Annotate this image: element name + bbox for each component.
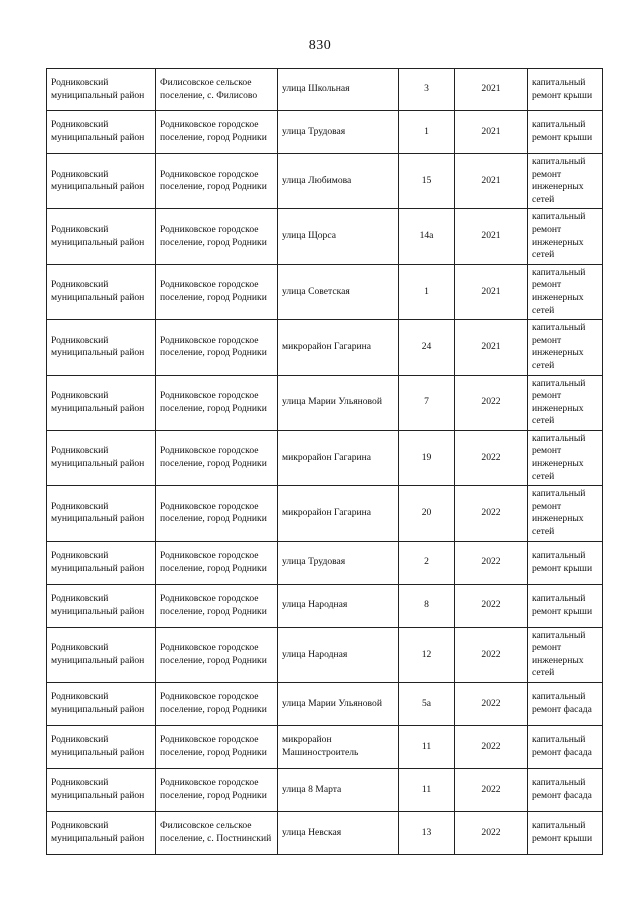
table-row (47, 769, 603, 812)
house-number-cell: 24 (399, 320, 455, 375)
district-cell: Родниковский муниципальный район (47, 375, 156, 430)
year-cell: 2021 (455, 264, 528, 319)
work-type-cell: капитальный ремонт инженерных сетей (528, 430, 603, 485)
registry-table-body (47, 69, 603, 855)
street-cell: микрорайон Машиностроитель (278, 726, 399, 769)
page-number: 830 (308, 38, 332, 53)
year-cell: 2021 (455, 154, 528, 209)
settlement-cell: Родниковское городское поселение, город Родники (156, 627, 278, 682)
street-cell: улица Щорса (278, 209, 399, 264)
street-cell: улица Невская (278, 812, 399, 855)
street-cell: улица Трудовая (278, 111, 399, 154)
year-cell: 2022 (455, 812, 528, 855)
district-cell: Родниковский муниципальный район (47, 320, 156, 375)
settlement-cell: Родниковское городское поселение, город Родники (156, 111, 278, 154)
district-cell: Родниковский муниципальный район (47, 486, 156, 541)
house-number-cell: 1 (399, 264, 455, 319)
district-cell: Родниковский муниципальный район (47, 430, 156, 485)
house-number-cell: 2 (399, 541, 455, 584)
street-cell: улица Народная (278, 584, 399, 627)
registry-table (46, 68, 603, 855)
year-cell: 2021 (455, 69, 528, 111)
work-type-cell: капитальный ремонт инженерных сетей (528, 486, 603, 541)
table-row (47, 486, 603, 541)
house-number-cell: 14а (399, 209, 455, 264)
year-cell: 2022 (455, 375, 528, 430)
street-cell: улица Народная (278, 627, 399, 682)
settlement-cell: Родниковское городское поселение, город Родники (156, 541, 278, 584)
settlement-cell: Филисовское сельское поселение, с. Постнинский (156, 812, 278, 855)
settlement-cell: Родниковское городское поселение, город Родники (156, 375, 278, 430)
house-number-cell: 7 (399, 375, 455, 430)
settlement-cell: Родниковское городское поселение, город Родники (156, 430, 278, 485)
table-row (47, 320, 603, 375)
table-row (47, 264, 603, 319)
work-type-cell: капитальный ремонт инженерных сетей (528, 209, 603, 264)
table-row (47, 209, 603, 264)
year-cell: 2022 (455, 627, 528, 682)
table-row (47, 375, 603, 430)
year-cell: 2021 (455, 111, 528, 154)
house-number-cell: 5а (399, 683, 455, 726)
street-cell: улица Любимова (278, 154, 399, 209)
table-row (47, 111, 603, 154)
year-cell: 2022 (455, 430, 528, 485)
house-number-cell: 8 (399, 584, 455, 627)
house-number-cell: 11 (399, 726, 455, 769)
year-cell: 2022 (455, 486, 528, 541)
work-type-cell: капитальный ремонт инженерных сетей (528, 627, 603, 682)
house-number-cell: 12 (399, 627, 455, 682)
settlement-cell: Родниковское городское поселение, город Родники (156, 584, 278, 627)
settlement-cell: Родниковское городское поселение, город Родники (156, 726, 278, 769)
year-cell: 2022 (455, 683, 528, 726)
house-number-cell: 19 (399, 430, 455, 485)
house-number-cell: 13 (399, 812, 455, 855)
district-cell: Родниковский муниципальный район (47, 264, 156, 319)
settlement-cell: Родниковское городское поселение, город Родники (156, 486, 278, 541)
settlement-cell: Филисовское сельское поселение, с. Филисово (156, 69, 278, 111)
house-number-cell: 1 (399, 111, 455, 154)
district-cell: Родниковский муниципальный район (47, 627, 156, 682)
table-row (47, 584, 603, 627)
street-cell: микрорайон Гагарина (278, 320, 399, 375)
table-row (47, 541, 603, 584)
district-cell: Родниковский муниципальный район (47, 111, 156, 154)
district-cell: Родниковский муниципальный район (47, 209, 156, 264)
table-row (47, 726, 603, 769)
table-row (47, 683, 603, 726)
table-row (47, 627, 603, 682)
year-cell: 2021 (455, 320, 528, 375)
house-number-cell: 20 (399, 486, 455, 541)
district-cell: Родниковский муниципальный район (47, 154, 156, 209)
house-number-cell: 11 (399, 769, 455, 812)
table-row (47, 69, 603, 111)
street-cell: микрорайон Гагарина (278, 486, 399, 541)
work-type-cell: капитальный ремонт крыши (528, 69, 603, 111)
work-type-cell: капитальный ремонт фасада (528, 683, 603, 726)
district-cell: Родниковский муниципальный район (47, 683, 156, 726)
street-cell: улица 8 Марта (278, 769, 399, 812)
district-cell: Родниковский муниципальный район (47, 541, 156, 584)
work-type-cell: капитальный ремонт крыши (528, 812, 603, 855)
settlement-cell: Родниковское городское поселение, город Родники (156, 769, 278, 812)
work-type-cell: капитальный ремонт крыши (528, 584, 603, 627)
table-row (47, 154, 603, 209)
work-type-cell: капитальный ремонт инженерных сетей (528, 375, 603, 430)
district-cell: Родниковский муниципальный район (47, 584, 156, 627)
work-type-cell: капитальный ремонт фасада (528, 769, 603, 812)
settlement-cell: Родниковское городское поселение, город Родники (156, 264, 278, 319)
table-row (47, 430, 603, 485)
work-type-cell: капитальный ремонт инженерных сетей (528, 154, 603, 209)
year-cell: 2022 (455, 541, 528, 584)
work-type-cell: капитальный ремонт крыши (528, 111, 603, 154)
year-cell: 2022 (455, 769, 528, 812)
year-cell: 2021 (455, 209, 528, 264)
district-cell: Родниковский муниципальный район (47, 769, 156, 812)
street-cell: улица Марии Ульяновой (278, 375, 399, 430)
street-cell: улица Трудовая (278, 541, 399, 584)
house-number-cell: 15 (399, 154, 455, 209)
district-cell: Родниковский муниципальный район (47, 69, 156, 111)
settlement-cell: Родниковское городское поселение, город Родники (156, 154, 278, 209)
house-number-cell: 3 (399, 69, 455, 111)
settlement-cell: Родниковское городское поселение, город Родники (156, 209, 278, 264)
year-cell: 2022 (455, 726, 528, 769)
street-cell: улица Советская (278, 264, 399, 319)
district-cell: Родниковский муниципальный район (47, 812, 156, 855)
settlement-cell: Родниковское городское поселение, город Родники (156, 320, 278, 375)
work-type-cell: капитальный ремонт инженерных сетей (528, 264, 603, 319)
street-cell: микрорайон Гагарина (278, 430, 399, 485)
year-cell: 2022 (455, 584, 528, 627)
work-type-cell: капитальный ремонт инженерных сетей (528, 320, 603, 375)
street-cell: улица Марии Ульяновой (278, 683, 399, 726)
street-cell: улица Школьная (278, 69, 399, 111)
work-type-cell: капитальный ремонт крыши (528, 541, 603, 584)
work-type-cell: капитальный ремонт фасада (528, 726, 603, 769)
table-row (47, 812, 603, 855)
district-cell: Родниковский муниципальный район (47, 726, 156, 769)
settlement-cell: Родниковское городское поселение, город Родники (156, 683, 278, 726)
